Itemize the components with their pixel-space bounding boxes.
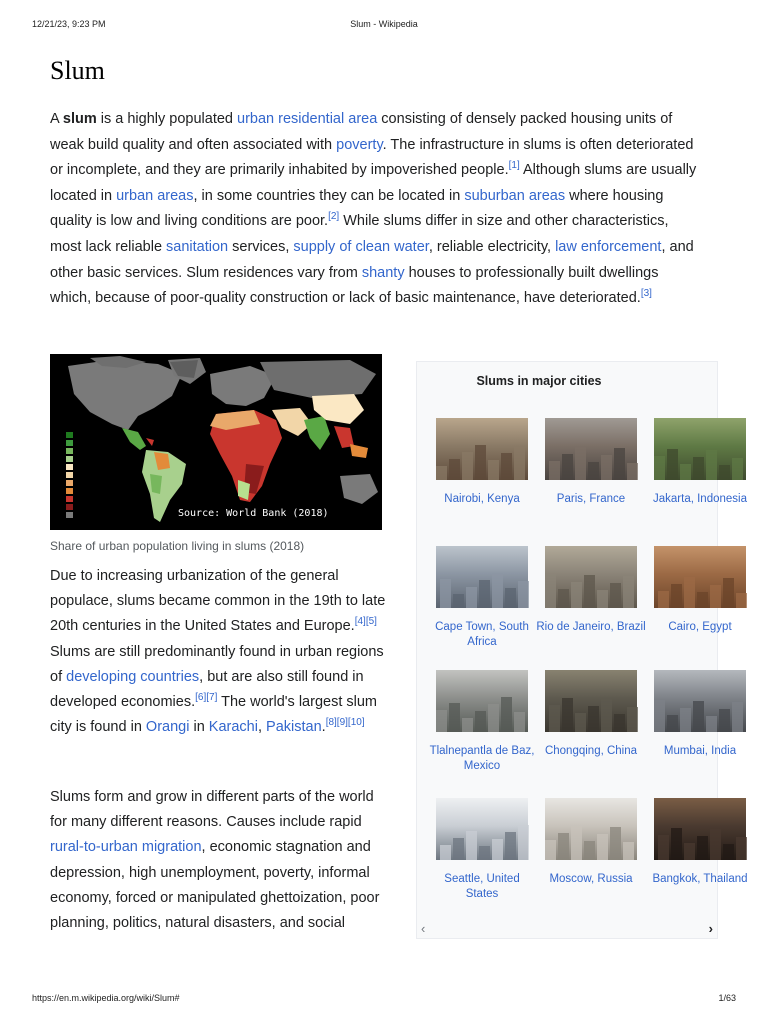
article-link[interactable]: Pakistan (266, 719, 322, 736)
photo-texture (684, 843, 695, 860)
city-photo[interactable] (654, 418, 746, 480)
urbanization-paragraph (50, 564, 386, 740)
article-link[interactable]: suburban areas (464, 187, 566, 204)
photo-texture (571, 826, 582, 860)
gallery-item[interactable] (645, 418, 755, 507)
photo-texture (440, 579, 451, 608)
citation-ref[interactable]: [6][7] (195, 692, 218, 704)
photo-texture (597, 590, 608, 608)
city-photo[interactable] (654, 670, 746, 732)
photo-texture (501, 453, 512, 480)
gallery-item-label[interactable]: Chongqing, China (544, 745, 638, 757)
map-source-label: Source: World Bank (2018) (178, 508, 329, 519)
photo-texture (492, 573, 503, 608)
world-map-graphic (50, 354, 382, 530)
photo-texture (588, 462, 599, 480)
gallery-item-label[interactable]: Cairo, Egypt (668, 621, 732, 633)
map-caption: Share of urban population living in slums (2018) (50, 539, 305, 553)
city-photo[interactable] (545, 546, 637, 608)
text-run: , in some countries they can be located in (193, 187, 465, 204)
bold-term: slum (62, 111, 97, 127)
text-run: Although slums are usually located in (50, 162, 697, 204)
photo-texture (732, 458, 743, 480)
photo-texture (658, 591, 669, 608)
photo-texture (706, 716, 717, 732)
text-run: , economic stagnation and depression, high unemployment, poverty, informal economy, forced or manipulated ghettoization, poor planning, politics, natural disasters, and social (50, 839, 380, 932)
text-run: The world's largest slum city is found in (50, 694, 378, 736)
city-photo[interactable] (654, 546, 746, 608)
photo-texture (549, 461, 560, 480)
photo-texture (654, 456, 665, 480)
text-run: where housing quality is low and living conditions are poor. (50, 187, 664, 230)
article-link[interactable]: Orangi (145, 719, 190, 736)
photo-texture (584, 841, 595, 860)
article-link[interactable]: supply of clean water (293, 238, 429, 255)
article-link[interactable]: poverty (336, 136, 383, 153)
photo-texture (453, 594, 464, 608)
photo-texture (479, 846, 490, 860)
print-page-number: 1/63 (718, 993, 736, 1003)
photo-texture (671, 828, 682, 860)
causes-paragraph (50, 785, 386, 936)
article-link[interactable]: urban areas (116, 187, 194, 204)
citation-ref[interactable]: [2] (328, 211, 340, 223)
photo-texture (562, 454, 573, 480)
photo-texture (658, 835, 669, 860)
gallery-item-label[interactable]: Moscow, Russia (549, 873, 633, 885)
gallery-item[interactable] (536, 798, 646, 887)
text-run: . (321, 719, 326, 736)
print-date: 12/21/23, 9:23 PM (32, 19, 106, 29)
photo-texture (505, 832, 516, 860)
photo-texture (466, 587, 477, 608)
photo-texture (462, 452, 473, 480)
lead-paragraph (50, 107, 702, 312)
photo-texture (601, 699, 612, 732)
photo-texture (693, 457, 704, 480)
page-title: Slum (50, 56, 105, 85)
photo-texture (680, 464, 691, 480)
gallery-item[interactable] (427, 418, 537, 507)
photo-texture (693, 701, 704, 732)
gallery-item[interactable] (427, 798, 537, 902)
photo-texture (436, 466, 447, 480)
citation-ref[interactable]: [1] (508, 160, 520, 172)
photo-texture (597, 834, 608, 860)
gallery-scroll-left[interactable]: ‹ (421, 921, 426, 936)
gallery-scroll-right[interactable]: › (708, 921, 713, 936)
article-link[interactable]: Karachi (208, 719, 258, 736)
photo-texture (571, 582, 582, 608)
article-link[interactable]: law enforcement (555, 238, 662, 255)
text-run: A (50, 111, 63, 127)
map-figure (50, 354, 382, 553)
photo-texture (488, 460, 499, 480)
photo-texture (667, 715, 678, 732)
photo-texture (723, 844, 734, 860)
photo-texture (706, 450, 717, 480)
photo-texture (723, 578, 734, 608)
article-link[interactable]: rural-to-urban migration (50, 839, 202, 856)
text-run: , reliable electricity, (428, 238, 556, 255)
photo-texture (614, 714, 625, 732)
photo-texture (545, 574, 556, 608)
city-photo[interactable] (654, 798, 746, 860)
photo-texture (475, 445, 486, 480)
print-title: Slum - Wikipedia (350, 19, 418, 29)
text-run: , but are also still found in developed economies. (50, 668, 364, 711)
photo-texture (501, 697, 512, 732)
gallery-item[interactable] (645, 546, 755, 635)
city-photo[interactable] (436, 418, 528, 480)
text-run: houses to professionally built dwellings which, because of poor-quality construction or lack of basic maintenance, have deteriorated. (50, 264, 659, 307)
photo-texture (719, 709, 730, 732)
photo-texture (627, 707, 638, 732)
text-run: Slums form and grow in different parts of the world for many different reasons. Causes include rapid (50, 789, 374, 831)
photo-texture (505, 588, 516, 608)
gallery-item[interactable] (536, 546, 646, 635)
gallery-item[interactable] (645, 670, 755, 759)
article-link[interactable]: shanty (361, 264, 405, 281)
photo-texture (558, 589, 569, 608)
city-photo[interactable] (545, 670, 637, 732)
photo-texture (462, 718, 473, 732)
text-run: services, (228, 238, 294, 255)
gallery-item-label[interactable]: Bangkok, Thailand (652, 873, 748, 885)
slum-gallery (416, 361, 748, 939)
gallery-item-label[interactable]: Jakarta, Indonesia (653, 493, 747, 505)
photo-texture (575, 447, 586, 480)
photo-texture (719, 465, 730, 480)
photo-texture (610, 583, 621, 608)
gallery-item[interactable] (427, 546, 537, 650)
photo-texture (514, 712, 525, 732)
city-photo[interactable] (436, 670, 528, 732)
photo-texture (562, 698, 573, 732)
photo-texture (614, 448, 625, 480)
photo-texture (667, 449, 678, 480)
photo-texture (697, 592, 708, 608)
gallery-item-label[interactable]: Paris, France (556, 493, 626, 505)
photo-texture (518, 825, 529, 860)
photo-texture (440, 845, 451, 860)
city-photo[interactable] (436, 546, 528, 608)
photo-texture (610, 827, 621, 860)
city-photo[interactable] (545, 418, 637, 480)
gallery-item-label[interactable]: Seattle, United States (444, 873, 520, 900)
gallery-item-label[interactable]: Tlalnepantla de Baz, Mexico (429, 745, 535, 772)
text-run: , and other basic services. Slum residences vary from (50, 238, 694, 281)
gallery-item-label[interactable]: Mumbai, India (663, 745, 737, 757)
gallery-item[interactable] (536, 670, 646, 759)
photo-texture (680, 708, 691, 732)
photo-texture (488, 704, 499, 732)
photo-texture (601, 455, 612, 480)
gallery-title: Slums in major cities (476, 374, 602, 388)
gallery-item-label[interactable]: Cape Town, South Africa (435, 621, 529, 648)
gallery-item-label[interactable]: Rio de Janeiro, Brazil (536, 621, 646, 633)
photo-texture (449, 703, 460, 732)
city-photo[interactable] (545, 798, 637, 860)
print-header (32, 19, 736, 31)
world-slum-map[interactable] (50, 354, 382, 530)
text-run: . The infrastructure in slums is often deteriorated or incomplete, and they are primarily inhabited by impoverished people. (50, 136, 694, 179)
photo-texture (732, 702, 743, 732)
article-link[interactable]: urban residential area (237, 111, 378, 127)
print-footer (32, 993, 736, 1005)
article-link[interactable]: developing countries (66, 668, 200, 685)
text-run: Due to increasing urbanization of the general populace, slums became common in the 19th to late 20th centuries in the United States and Europe. (50, 568, 386, 635)
photo-texture (545, 840, 556, 860)
photo-texture (588, 706, 599, 732)
citation-ref[interactable]: [3] (640, 288, 652, 300)
text-run: consisting of densely packed housing units of weak build quality and often associated with (50, 111, 673, 153)
citation-ref[interactable]: [4][5] (354, 616, 377, 628)
city-photo[interactable] (436, 798, 528, 860)
photo-texture (623, 842, 634, 860)
photo-texture (710, 585, 721, 608)
photo-texture (584, 575, 595, 608)
photo-texture (518, 581, 529, 608)
photo-texture (466, 831, 477, 860)
gallery-item[interactable] (536, 418, 646, 507)
photo-texture (436, 710, 447, 732)
gallery-item[interactable] (427, 670, 537, 774)
article-link[interactable]: sanitation (166, 238, 229, 255)
photo-texture (736, 593, 747, 608)
photo-texture (479, 580, 490, 608)
photo-texture (549, 705, 560, 732)
gallery-item-label[interactable]: Nairobi, Kenya (444, 493, 520, 505)
gallery-item[interactable] (645, 798, 755, 887)
print-url: https://en.m.wikipedia.org/wiki/Slum# (32, 993, 180, 1003)
photo-texture (449, 459, 460, 480)
photo-texture (623, 576, 634, 608)
photo-texture (710, 829, 721, 860)
text-run: is a highly populated (96, 111, 238, 127)
text-run: While slums differ in size and other characteristics, most lack reliable (50, 213, 669, 255)
photo-texture (654, 700, 665, 732)
photo-texture (514, 446, 525, 480)
photo-texture (671, 584, 682, 608)
photo-texture (492, 839, 503, 860)
photo-texture (558, 833, 569, 860)
photo-texture (697, 836, 708, 860)
text-run: Slums are still predominantly found in urban regions of (50, 643, 384, 685)
text-run: in (189, 719, 209, 736)
photo-texture (453, 838, 464, 860)
photo-texture (684, 577, 695, 608)
citation-ref[interactable]: [8][9][10] (325, 717, 365, 729)
photo-texture (736, 837, 747, 860)
photo-texture (627, 463, 638, 480)
text-run: , (257, 719, 267, 736)
photo-texture (475, 711, 486, 732)
photo-texture (575, 713, 586, 732)
